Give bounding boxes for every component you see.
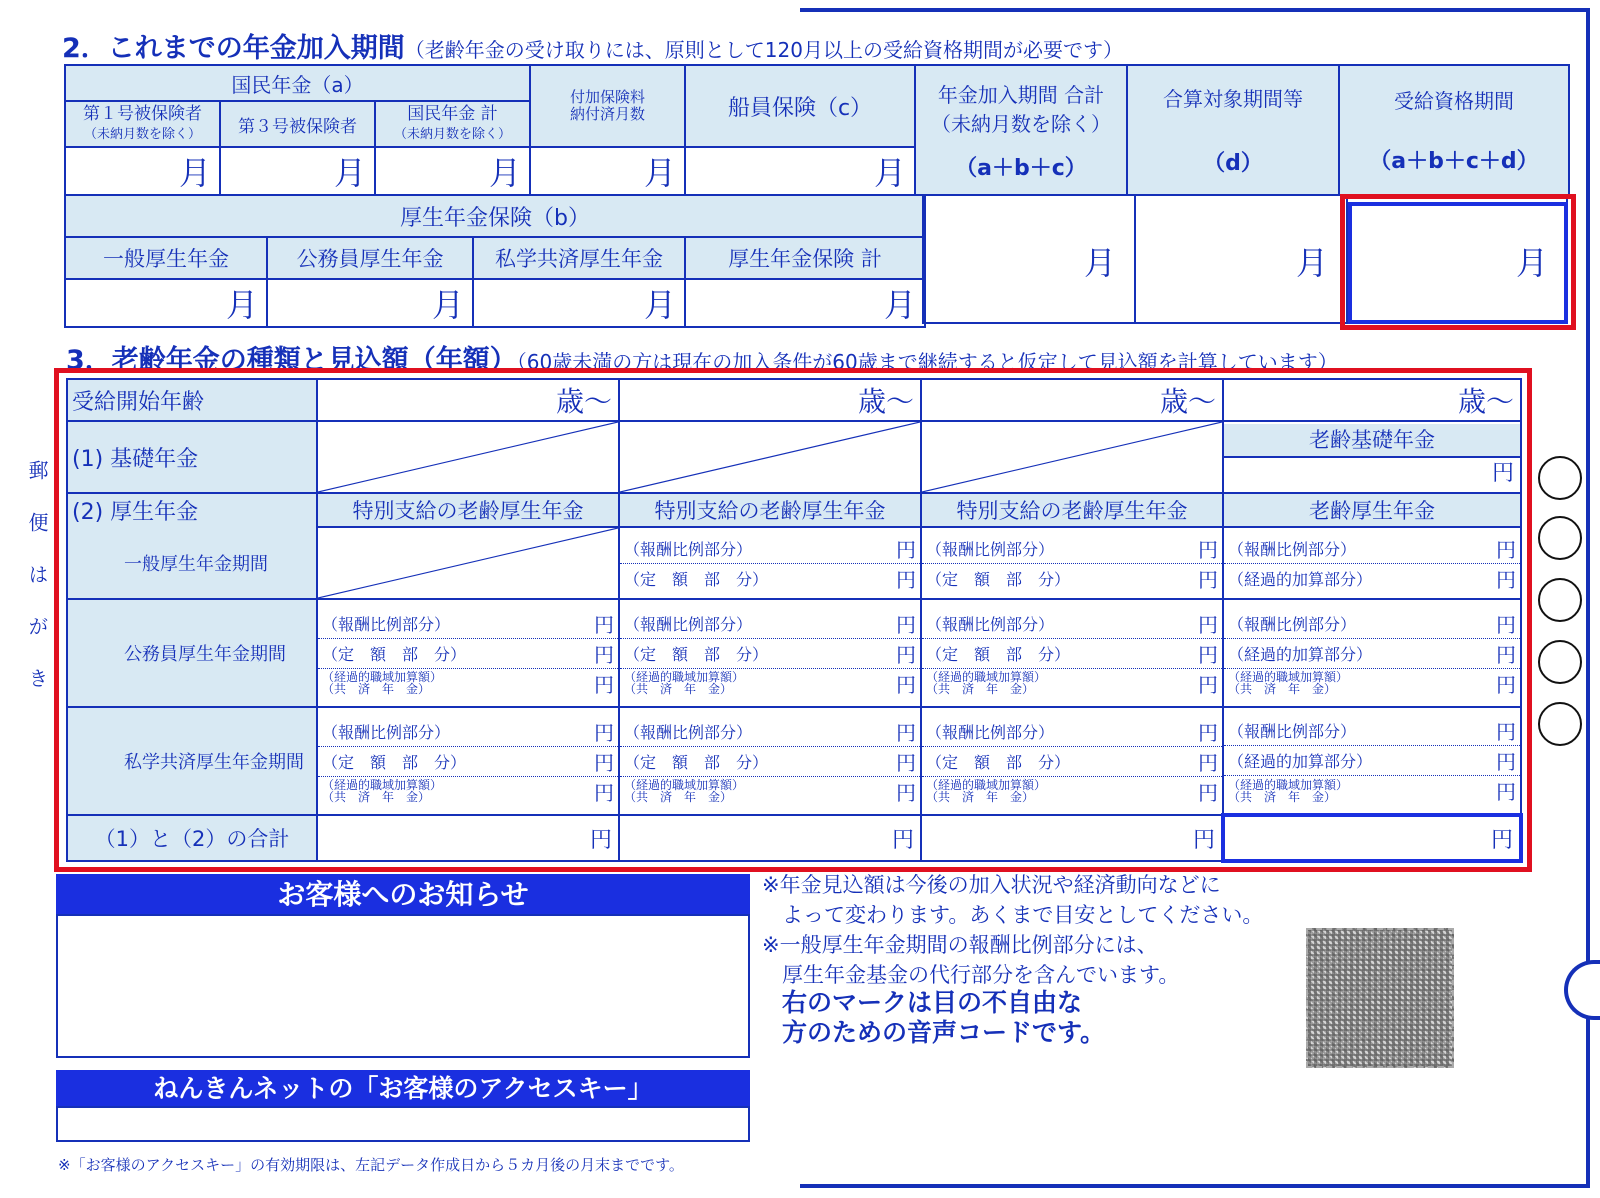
binding-hole: [1538, 702, 1582, 746]
senin-header: 船員保険（c）: [685, 65, 915, 147]
notice-body: [56, 914, 750, 1058]
total-cell-final: 円: [1223, 815, 1521, 861]
amount-stack: （報酬比例部分） 円 （定 額 部 分） 円: [619, 527, 921, 599]
start-age-label: 受給開始年齢: [67, 379, 317, 421]
total-cell: 円: [619, 815, 921, 861]
amount-stack: （報酬比例部分） 円 （定 額 部 分） 円 （経過的職域加算額） （共 済 年 金） 円: [619, 707, 921, 815]
period-shigaku: 私学共済厚生年金期間: [67, 707, 317, 815]
amount-stack: （報酬比例部分） 円 （定 額 部 分） 円 （経過的職域加算額） （共 済 年 金） 円: [317, 599, 619, 707]
month-cell: 月: [685, 147, 915, 195]
voice-code-image: [1306, 928, 1454, 1068]
gassan-value: 月: [1134, 194, 1348, 324]
section2-note: （老齢年金の受け取りには、原則として120月以上の受給資格期間が必要です）: [404, 38, 1123, 62]
period-ippan: 一般厚生年金期間: [67, 527, 317, 599]
postcard-side-text: 郵 便 は が き: [25, 460, 49, 694]
basic-pension-label: (1) 基礎年金: [67, 421, 317, 493]
amount-stack: （報酬比例部分） 円 （定 額 部 分） 円 （経過的職域加算額） （共 済 年 金） 円: [619, 599, 921, 707]
amount-table-highlight-red: [54, 368, 1532, 872]
section2-title: 2．これまでの年金加入期間（老齢年金の受け取りには、原則として120月以上の受給資格期間が必要です）: [62, 33, 1123, 64]
col-dai1: 第１号被保険者 （未納月数を除く）: [65, 101, 220, 147]
right-notes: [762, 870, 1263, 990]
binding-hole: [1538, 578, 1582, 622]
access-key-footnote: ※「お客様のアクセスキー」の有効期限は、左記データ作成日から５カ月後の月末までです。: [58, 1156, 684, 1174]
kosei-period-table: [64, 194, 926, 328]
age-cell: 歳～: [921, 379, 1223, 421]
amount-stack: （報酬比例部分） 円 （経過的加算部分） 円: [1223, 527, 1521, 599]
gassan-header: 合算対象期間等 （d）: [1127, 65, 1339, 195]
access-key-body: [56, 1106, 750, 1142]
section3-note: （60歳未満の方は現在の加入条件が60歳まで継続すると仮定して見込額を計算しています）: [516, 350, 1338, 374]
binding-hole: [1538, 640, 1582, 684]
special-kosei-header: 特別支給の老齢厚生年金: [921, 493, 1223, 527]
month-cell: 月: [685, 279, 925, 327]
total-period-header: 年金加入期間 合計 （未納月数を除く） （a＋b＋c）: [915, 65, 1127, 195]
special-kosei-header: 特別支給の老齢厚生年金: [317, 493, 619, 527]
col-komuin: 公務員厚生年金: [267, 237, 473, 279]
month-cell: 月: [220, 147, 375, 195]
age-cell: 歳～: [619, 379, 921, 421]
amount-stack: （報酬比例部分） 円 （経過的加算部分） 円 （経過的職域加算額） （共 済 年 金） 円: [1223, 707, 1521, 815]
note-line: よって変わります。あくまで目安としてください。: [782, 903, 1264, 927]
amount-stack: （報酬比例部分） 円 （定 額 部 分） 円 （経過的職域加算額） （共 済 年 金） 円: [921, 707, 1223, 815]
amount-stack: （報酬比例部分） 円 （定 額 部 分） 円: [921, 527, 1223, 599]
section3-title: 3．老齢年金の種類と見込額（年額）（60歳未満の方は現在の加入条件が60歳まで継続すると仮定して見込額を計算しています）: [66, 345, 1338, 376]
eligibility-value: 月: [1346, 194, 1568, 324]
note-line: ※年金見込額は今後の加入状況や経済動向などに: [762, 873, 1221, 897]
amount-stack: （報酬比例部分） 円 （定 額 部 分） 円 （経過的職域加算額） （共 済 年 金） 円: [921, 599, 1223, 707]
col-kokumin-total: 国民年金 計 （未納月数を除く）: [375, 101, 530, 147]
voice-code-note: 右のマークは目の不自由な 方のための音声コードです。: [782, 988, 1106, 1047]
month-cell: 月: [65, 147, 220, 195]
col-dai3: 第３号被保険者: [220, 101, 375, 147]
eligibility-highlight-blue: [1348, 202, 1568, 324]
basic-old-age-cell: 老齢基礎年金 円: [1223, 421, 1521, 493]
month-cell: 月: [267, 279, 473, 327]
old-age-kosei-header: 老齢厚生年金: [1223, 493, 1521, 527]
age-cell: 歳～: [317, 379, 619, 421]
amount-stack: （報酬比例部分） 円 （経過的加算部分） 円 （経過的職域加算額） （共 済 年 金） 円: [1223, 599, 1521, 707]
month-cell: 月: [530, 147, 685, 195]
total-cell: 円: [317, 815, 619, 861]
age-cell: 歳～: [1223, 379, 1521, 421]
pension-period-table: [64, 64, 1570, 196]
note-line: ※一般厚生年金期間の報酬比例部分には、: [762, 933, 1158, 957]
note-line: 厚生年金基金の代行部分を含んでいます。: [782, 963, 1180, 987]
month-cell: 月: [65, 279, 267, 327]
kosei-header: 厚生年金保険（b）: [65, 195, 925, 237]
kosei-pension-label: (2) 厚生年金: [67, 493, 317, 527]
access-key-title-bar: ねんきんネットの「お客様のアクセスキー」: [56, 1070, 750, 1108]
col-ippan: 一般厚生年金: [65, 237, 267, 279]
binding-hole: [1538, 456, 1582, 500]
fuka-header: 付加保険料 納付済月数: [530, 65, 685, 147]
total-label: （1）と（2）の合計: [67, 815, 317, 861]
binding-hole: [1538, 516, 1582, 560]
kokumin-header: 国民年金（a）: [65, 65, 530, 101]
total-period-value: 月: [922, 194, 1136, 324]
special-kosei-header: 特別支給の老齢厚生年金: [619, 493, 921, 527]
month-cell: 月: [375, 147, 530, 195]
amount-stack: （報酬比例部分） 円 （定 額 部 分） 円 （経過的職域加算額） （共 済 年 金） 円: [317, 707, 619, 815]
col-kosei-total: 厚生年金保険 計: [685, 237, 925, 279]
period-komuin: 公務員厚生年金期間: [67, 599, 317, 707]
month-cell: 月: [473, 279, 685, 327]
col-shigaku: 私学共済厚生年金: [473, 237, 685, 279]
notice-title-bar: お客様へのお知らせ: [56, 874, 750, 916]
total-cell: 円: [921, 815, 1223, 861]
eligibility-header: 受給資格期間 （a＋b＋c＋d）: [1339, 65, 1569, 195]
